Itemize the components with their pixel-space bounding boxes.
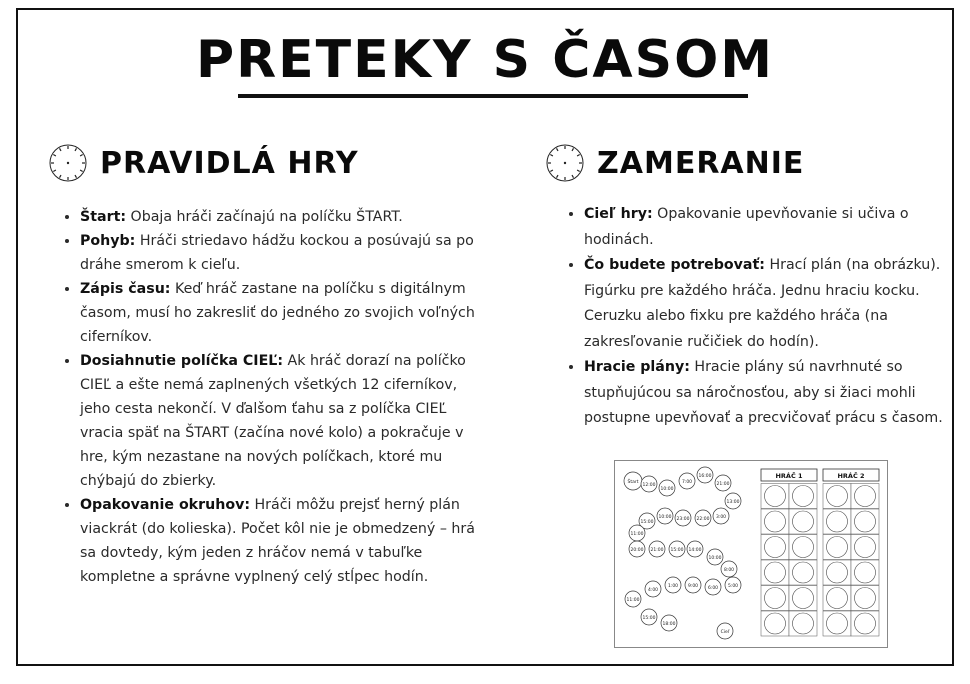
empty-clock-icon — [855, 613, 876, 634]
empty-clock-icon — [793, 613, 814, 634]
focus-heading: ZAMERANIE — [597, 145, 805, 181]
empty-clock-icon — [765, 562, 786, 583]
time-cell-label: 7:00 — [681, 479, 693, 485]
empty-clock-icon — [827, 588, 848, 609]
time-cell-label: 20:00 — [630, 547, 644, 553]
empty-clock-icon — [855, 588, 876, 609]
list-item — [80, 229, 490, 277]
list-item — [80, 349, 490, 493]
rules-heading-row — [48, 143, 359, 183]
rules-heading: PRAVIDLÁ HRY — [100, 145, 359, 181]
item-text: Hracie plány sú navrhnuté so stupňujúcou sa náročnosťou, aby si žiaci mohli postupne upevňovať a precvičovať prácu s časom. — [584, 359, 943, 426]
time-cell-label: 15:00 — [642, 615, 656, 621]
time-cell-label: 21:00 — [716, 481, 730, 487]
time-cell-label: 5:00 — [727, 583, 739, 589]
item-label: Zápis času: — [80, 281, 171, 297]
time-cell-label: 9:00 — [687, 583, 699, 589]
empty-clock-icon — [827, 511, 848, 532]
title-underline — [238, 94, 748, 98]
empty-clock-icon — [855, 562, 876, 583]
item-text: Hrací plán (na obrázku). Figúrku pre každého hráča. Jednu hraciu kocku. Ceruzku alebo fixku pre každého hráča (na zakresľovanie ručičiek do hodín). — [584, 257, 941, 350]
time-cell-label: 22:00 — [696, 516, 710, 522]
empty-clock-icon — [765, 511, 786, 532]
game-board-drawing — [615, 461, 887, 647]
empty-clock-icon — [793, 588, 814, 609]
time-cell-label: 14:00 — [688, 547, 702, 553]
list-item — [80, 205, 490, 229]
list-item — [584, 355, 962, 432]
clock-grid — [761, 484, 879, 637]
time-cell-label: 15:00 — [640, 519, 654, 525]
focus-list — [566, 202, 962, 432]
rules-list — [62, 205, 490, 589]
empty-clock-icon — [765, 588, 786, 609]
item-text: Opakovanie upevňovanie si učiva o hodinách. — [584, 206, 909, 248]
game-board-image — [614, 460, 888, 648]
time-cell-label: 10:00 — [658, 514, 672, 520]
time-cell-label: 11:00 — [626, 597, 640, 603]
time-cell-label: 6:00 — [707, 585, 719, 591]
empty-clock-icon — [793, 537, 814, 558]
empty-clock-icon — [793, 486, 814, 507]
time-cell-label: 11:00 — [630, 531, 644, 537]
time-cell-label: 12:00 — [642, 482, 656, 488]
empty-clock-icon — [855, 486, 876, 507]
item-label: Hracie plány: — [584, 359, 690, 375]
empty-clock-icon — [793, 562, 814, 583]
list-item — [80, 277, 490, 349]
time-cell-label: 8:00 — [723, 567, 735, 573]
time-cell-label: 4:00 — [647, 587, 659, 593]
time-cell-label: 15:00 — [670, 547, 684, 553]
empty-clock-icon — [855, 537, 876, 558]
empty-clock-icon — [855, 511, 876, 532]
empty-clock-icon — [793, 511, 814, 532]
item-text: Obaja hráči začínajú na políčku ŠTART. — [126, 209, 403, 225]
start-cell-label: Štart — [627, 479, 639, 485]
goal-cell-label: Cieľ — [720, 629, 730, 635]
empty-clock-icon — [827, 486, 848, 507]
focus-heading-row — [545, 143, 804, 183]
empty-clock-icon — [765, 613, 786, 634]
clock-icon — [545, 143, 585, 183]
time-cell-label: 3:00 — [715, 514, 727, 520]
item-text: Hráči môžu prejsť herný plán viackrát (do kolieska). Počet kôl nie je obmedzený – hrá sa dovtedy, kým jeden z hráčov nemá v tabuľke kompletne a správne vyplnený celý stĺpec hodín. — [80, 497, 475, 585]
time-cell-label: 13:00 — [726, 499, 740, 505]
list-item — [584, 202, 962, 253]
page-title: PRETEKY S ČASOM — [195, 30, 775, 90]
item-text: Keď hráč zastane na políčku s digitálnym časom, musí ho zakresliť do jedného zo svojich voľných ciferníkov. — [80, 281, 475, 345]
item-label: Čo budete potrebovať: — [584, 257, 765, 273]
time-cell-label: 23:00 — [676, 516, 690, 522]
empty-clock-icon — [765, 486, 786, 507]
item-label: Štart: — [80, 209, 127, 225]
time-cell-label: 1:00 — [667, 583, 679, 589]
list-item — [584, 253, 962, 355]
item-label: Dosiahnutie políčka CIEĽ: — [80, 353, 283, 369]
item-label: Pohyb: — [80, 233, 136, 249]
empty-clock-icon — [827, 562, 848, 583]
empty-clock-icon — [765, 537, 786, 558]
time-cell-label: 16:00 — [698, 473, 712, 479]
time-cell-label: 18:00 — [662, 621, 676, 627]
player1-header: HRÁČ 1 — [775, 472, 803, 480]
time-cell-label: 21:00 — [650, 547, 664, 553]
player2-header: HRÁČ 2 — [837, 472, 865, 480]
board-path — [624, 467, 741, 639]
item-label: Opakovanie okruhov: — [80, 497, 250, 513]
empty-clock-icon — [827, 613, 848, 634]
empty-clock-icon — [827, 537, 848, 558]
list-item — [80, 493, 490, 589]
item-text: Hráči striedavo hádžu kockou a posúvajú sa po dráhe smerom k cieľu. — [80, 233, 474, 273]
time-cell-label: 10:00 — [708, 555, 722, 561]
clock-icon — [48, 143, 88, 183]
item-label: Cieľ hry: — [584, 206, 653, 222]
time-cell-label: 10:00 — [660, 486, 674, 492]
item-text: Ak hráč dorazí na políčko CIEĽ a ešte nemá zaplnených všetkých 12 ciferníkov, jeho cesta nekončí. V ďalšom ťahu sa z políčka CIEĽ vracia späť na ŠTART (začína nové kolo) a pokračuje v hre, kým nezastane na nových políčkach, ktoré mu chýbajú do zbierky. — [80, 353, 466, 489]
